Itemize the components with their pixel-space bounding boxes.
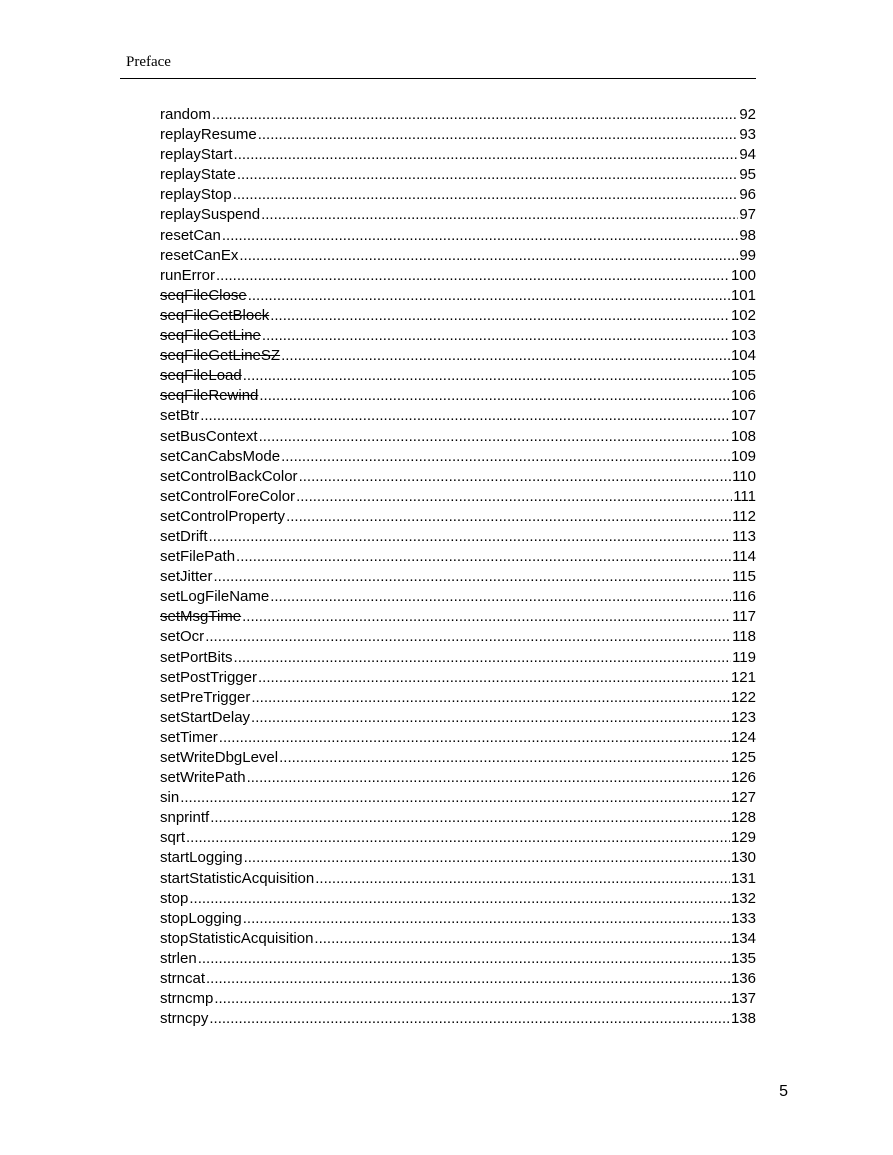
toc-entry-page[interactable]: 96: [739, 186, 756, 204]
toc-dot-leader: [258, 125, 739, 145]
toc-entry-title[interactable]: strncat: [160, 970, 206, 988]
toc-entry[interactable]: [160, 989, 756, 1009]
toc-entry-page[interactable]: 109: [730, 447, 756, 465]
toc-dot-leader: [209, 1009, 730, 1029]
toc-dot-leader: [233, 185, 739, 205]
toc-entry-page[interactable]: 107: [730, 407, 756, 425]
toc-entry-page[interactable]: 125: [730, 749, 756, 766]
toc-entry[interactable]: [160, 869, 756, 889]
toc-entry[interactable]: [160, 145, 756, 165]
toc-entry[interactable]: [160, 587, 756, 607]
toc-dot-leader: [296, 487, 732, 507]
toc-entry[interactable]: [160, 226, 756, 246]
toc-dot-leader: [286, 507, 731, 527]
toc-entry-title[interactable]: seqFileLoad: [160, 367, 242, 385]
toc-entry[interactable]: [160, 527, 756, 547]
toc-dot-leader: [214, 989, 730, 1009]
toc-entry-page[interactable]: 100: [730, 266, 756, 284]
toc-entry-title[interactable]: setOcr: [160, 628, 205, 646]
toc-dot-leader: [259, 386, 730, 406]
toc-dot-leader: [262, 326, 730, 346]
toc-dot-leader: [243, 366, 730, 386]
toc-entry[interactable]: [160, 889, 756, 909]
toc-entry-page[interactable]: 106: [730, 387, 756, 405]
toc-entry[interactable]: [160, 668, 756, 688]
toc-entry-page[interactable]: 130: [730, 849, 756, 867]
toc-entry-title[interactable]: seqFileGetLine: [160, 327, 261, 345]
toc-entry-title[interactable]: setWriteDbgLevel: [160, 749, 279, 766]
toc-entry-page[interactable]: 94: [739, 146, 756, 164]
toc-dot-leader: [234, 145, 739, 165]
toc-entry-title[interactable]: setDrift: [160, 527, 208, 545]
toc-dot-leader: [243, 909, 730, 929]
toc-entry[interactable]: [160, 607, 756, 627]
toc-entry-title[interactable]: seqFileClose: [160, 286, 247, 304]
toc-entry-title[interactable]: stop: [160, 889, 189, 907]
toc-dot-leader: [315, 869, 730, 889]
toc-entry[interactable]: [160, 266, 756, 286]
toc-dot-leader: [259, 427, 730, 447]
toc-entry-title[interactable]: strncpy: [160, 1010, 209, 1028]
toc-entry-title[interactable]: setTimer: [160, 728, 218, 746]
toc-entry-title[interactable]: startStatisticAcquisition: [160, 869, 315, 887]
toc-entry-page[interactable]: 121: [730, 668, 756, 686]
toc-entry-title[interactable]: setJitter: [160, 568, 213, 586]
toc-entry-page[interactable]: 93: [739, 126, 756, 144]
toc-entry-page[interactable]: 134: [730, 929, 756, 947]
toc-entry-title[interactable]: setPortBits: [160, 648, 233, 666]
toc-entry[interactable]: [160, 346, 756, 366]
toc-entry-title[interactable]: setMsgTime: [160, 608, 242, 626]
toc-entry[interactable]: [160, 627, 756, 647]
toc-dot-leader: [247, 768, 730, 788]
toc-entry[interactable]: [160, 708, 756, 728]
toc-dot-leader: [239, 246, 738, 266]
toc-entry-page[interactable]: 92: [739, 106, 756, 123]
toc-entry-page[interactable]: 128: [730, 809, 756, 827]
toc-dot-leader: [237, 165, 738, 185]
toc-dot-leader: [212, 105, 738, 125]
toc-entry-page[interactable]: 137: [730, 990, 756, 1008]
toc-dot-leader: [219, 728, 730, 748]
toc-entry-page[interactable]: 112: [732, 507, 756, 525]
toc-entry-title[interactable]: replayStart: [160, 146, 233, 164]
toc-entry[interactable]: [160, 447, 756, 467]
toc-entry[interactable]: [160, 286, 756, 306]
header-divider: [120, 78, 756, 79]
toc-dot-leader: [251, 688, 730, 708]
toc-dot-leader: [236, 547, 731, 567]
toc-dot-leader: [270, 306, 730, 326]
toc-entry-title[interactable]: resetCan: [160, 226, 221, 244]
toc-dot-leader: [186, 828, 730, 848]
toc-entry[interactable]: [160, 105, 756, 125]
toc-entry[interactable]: [160, 547, 756, 567]
toc-entry-title[interactable]: setWritePath: [160, 769, 246, 787]
toc-entry-page[interactable]: 138: [730, 1010, 756, 1028]
toc-dot-leader: [206, 969, 730, 989]
toc-entry-page[interactable]: 101: [730, 286, 756, 304]
toc-entry-title[interactable]: setCanCabsMode: [160, 447, 281, 465]
toc-entry-page[interactable]: 118: [732, 628, 756, 646]
toc-dot-leader: [299, 467, 732, 487]
toc-dot-leader: [314, 929, 730, 949]
toc-entry-page[interactable]: 131: [730, 869, 756, 887]
toc-dot-leader: [258, 668, 730, 688]
toc-entry[interactable]: [160, 165, 756, 185]
toc-entry[interactable]: [160, 969, 756, 989]
toc-entry-title[interactable]: setFilePath: [160, 548, 236, 566]
toc-entry-page[interactable]: 102: [730, 306, 756, 324]
toc-entry[interactable]: [160, 909, 756, 929]
toc-entry[interactable]: [160, 487, 756, 507]
toc-entry-page[interactable]: 122: [730, 688, 756, 706]
toc-entry-page[interactable]: 117: [732, 608, 756, 626]
toc-entry[interactable]: [160, 748, 756, 768]
toc-dot-leader: [279, 748, 730, 768]
toc-entry-title[interactable]: seqFileGetLineSZ: [160, 347, 281, 365]
toc-dot-leader: [189, 889, 730, 909]
toc-entry-page[interactable]: 129: [730, 829, 756, 847]
toc-entry[interactable]: [160, 185, 756, 205]
toc-entry[interactable]: [160, 929, 756, 949]
toc-entry-title[interactable]: startLogging: [160, 849, 243, 867]
toc-entry-page[interactable]: 110: [732, 467, 756, 485]
toc-entry-title[interactable]: setPreTrigger: [160, 688, 251, 706]
toc-dot-leader: [270, 587, 731, 607]
toc-dot-leader: [244, 848, 730, 868]
toc-dot-leader: [281, 447, 730, 467]
toc-entry[interactable]: [160, 306, 756, 326]
toc-entry[interactable]: [160, 1009, 756, 1029]
toc-entry-page[interactable]: 105: [730, 367, 756, 385]
toc-entry-title[interactable]: seqFileGetBlock: [160, 306, 270, 324]
toc-dot-leader: [234, 648, 732, 668]
toc-entry-title[interactable]: strlen: [160, 949, 197, 967]
toc-entry[interactable]: [160, 386, 756, 406]
toc-entry-title[interactable]: random: [160, 106, 211, 123]
toc-entry-page[interactable]: 103: [730, 327, 756, 345]
toc-entry-title[interactable]: sin: [160, 789, 180, 807]
toc-dot-leader: [242, 607, 731, 627]
toc-entry-page[interactable]: 119: [732, 648, 756, 666]
toc-entry-page[interactable]: 115: [732, 568, 756, 586]
toc-entry-title[interactable]: stopStatisticAcquisition: [160, 929, 314, 947]
toc-entry[interactable]: [160, 688, 756, 708]
toc-entry[interactable]: [160, 125, 756, 145]
toc-entry-page[interactable]: 127: [730, 789, 756, 807]
toc-entry-title[interactable]: setControlProperty: [160, 507, 286, 525]
toc-dot-leader: [261, 205, 738, 225]
toc-entry-title[interactable]: setControlBackColor: [160, 467, 298, 485]
toc-entry-page[interactable]: 104: [730, 347, 756, 365]
toc-dot-leader: [198, 949, 730, 969]
toc-entry[interactable]: [160, 949, 756, 969]
toc-entry[interactable]: [160, 728, 756, 748]
toc-entry-page[interactable]: 136: [730, 970, 756, 988]
toc-entry-page[interactable]: 132: [730, 889, 756, 907]
toc-dot-leader: [200, 406, 730, 426]
toc-entry-title[interactable]: sqrt: [160, 829, 186, 847]
toc-entry-title[interactable]: replayState: [160, 166, 236, 184]
toc-entry[interactable]: [160, 848, 756, 868]
toc-entry[interactable]: [160, 828, 756, 848]
toc-dot-leader: [209, 527, 732, 547]
toc-entry-page[interactable]: 123: [730, 708, 756, 726]
toc-dot-leader: [214, 567, 732, 587]
running-header-title: Preface: [126, 54, 171, 70]
toc-entry-page[interactable]: 97: [739, 206, 756, 224]
toc-entry-page[interactable]: 95: [739, 166, 756, 184]
toc-entry[interactable]: [160, 406, 756, 426]
toc-entry[interactable]: [160, 648, 756, 668]
toc-dot-leader: [222, 226, 738, 246]
toc-entry-page[interactable]: 98: [739, 226, 756, 244]
toc-entry-title[interactable]: setBtr: [160, 407, 200, 425]
toc-entry-page[interactable]: 116: [732, 588, 756, 606]
toc-entry-page[interactable]: 135: [730, 949, 756, 967]
toc-entry-page[interactable]: 114: [732, 548, 756, 566]
toc-entry-page[interactable]: 108: [730, 427, 756, 445]
toc-entry-title[interactable]: setBusContext: [160, 427, 258, 445]
toc-entry-title[interactable]: stopLogging: [160, 909, 242, 927]
toc-entry-title[interactable]: resetCanEx: [160, 246, 239, 264]
toc-dot-leader: [180, 788, 730, 808]
toc-entry[interactable]: [160, 507, 756, 527]
toc-entry-title[interactable]: replayStop: [160, 186, 232, 204]
toc-entry-page[interactable]: 111: [733, 487, 756, 505]
toc-entry[interactable]: [160, 768, 756, 788]
table-of-contents: [160, 105, 756, 1029]
toc-entry[interactable]: [160, 246, 756, 266]
toc-entry[interactable]: [160, 366, 756, 386]
toc-entry-page[interactable]: 99: [739, 246, 756, 264]
toc-entry-title[interactable]: snprintf: [160, 809, 210, 827]
toc-entry-title[interactable]: strncmp: [160, 990, 214, 1008]
toc-dot-leader: [216, 266, 730, 286]
toc-dot-leader: [210, 808, 730, 828]
toc-entry[interactable]: [160, 567, 756, 587]
toc-entry-page[interactable]: 124: [730, 728, 756, 746]
toc-entry-page[interactable]: 133: [730, 909, 756, 927]
toc-entry-page[interactable]: 126: [730, 769, 756, 787]
toc-entry-title[interactable]: replaySuspend: [160, 206, 261, 224]
toc-entry-page[interactable]: 113: [732, 527, 756, 545]
toc-dot-leader: [251, 708, 730, 728]
toc-entry-title[interactable]: setStartDelay: [160, 708, 251, 726]
toc-dot-leader: [281, 346, 730, 366]
toc-entry[interactable]: [160, 205, 756, 225]
toc-entry-title[interactable]: setLogFileName: [160, 588, 270, 606]
toc-entry-title[interactable]: setControlForeColor: [160, 487, 296, 505]
toc-entry-title[interactable]: replayResume: [160, 126, 257, 144]
toc-dot-leader: [248, 286, 730, 306]
toc-entry[interactable]: [160, 427, 756, 447]
toc-entry[interactable]: [160, 467, 756, 487]
page-number: 5: [779, 1083, 788, 1100]
toc-entry-title[interactable]: runError: [160, 266, 216, 284]
toc-entry-title[interactable]: setPostTrigger: [160, 668, 257, 686]
toc-entry-title[interactable]: seqFileRewind: [160, 387, 259, 405]
toc-entry[interactable]: [160, 788, 756, 808]
toc-entry[interactable]: [160, 808, 756, 828]
toc-dot-leader: [205, 627, 731, 647]
toc-entry[interactable]: [160, 326, 756, 346]
